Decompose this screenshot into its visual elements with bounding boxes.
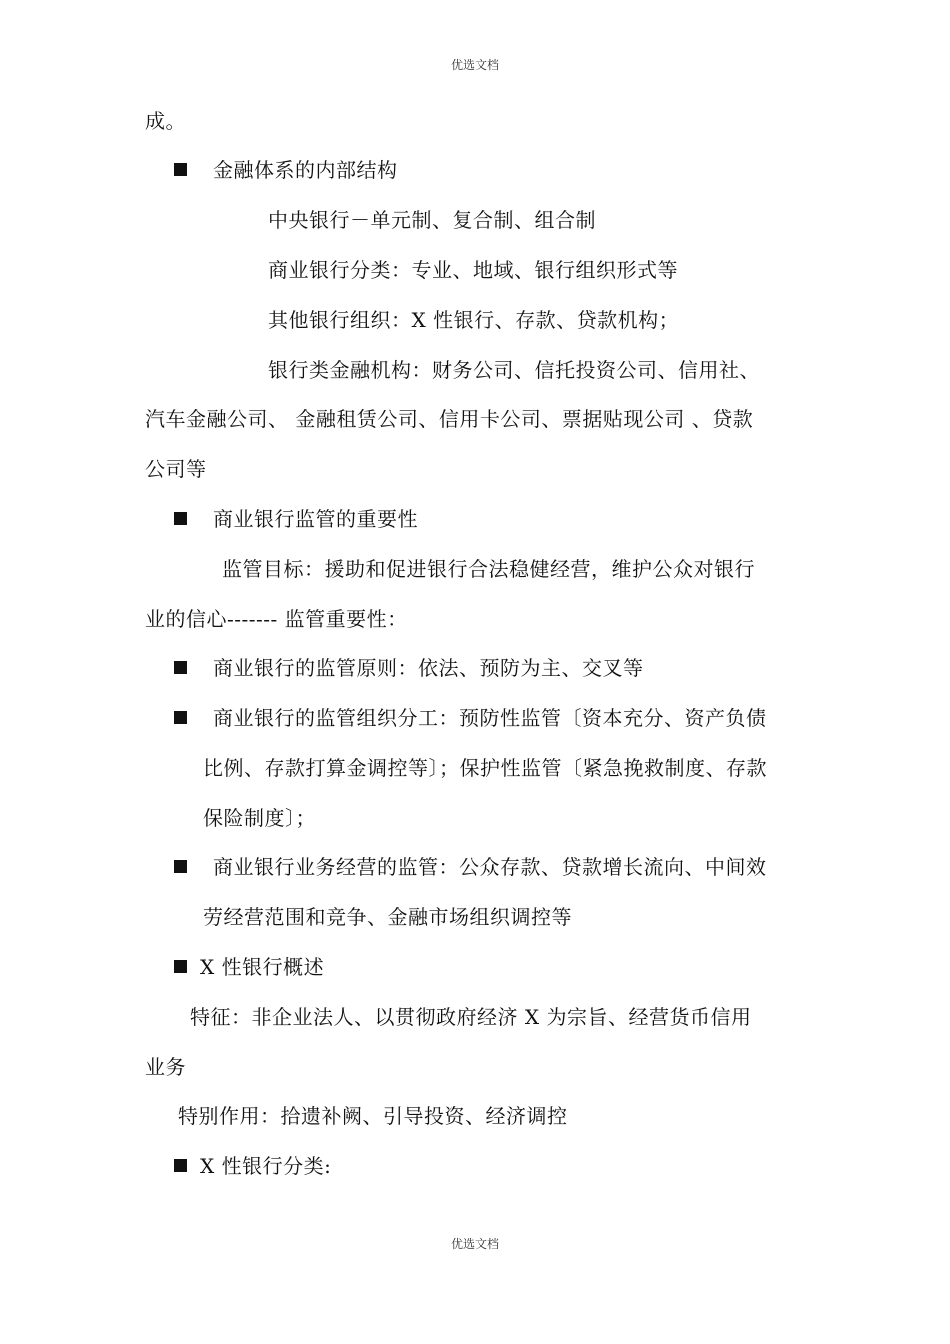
bullet-line xyxy=(174,157,398,183)
line-text: 保险制度〕； xyxy=(203,806,316,830)
text-line xyxy=(222,556,755,582)
line-text: 其他银行组织：X 性银行、存款、贷款机构； xyxy=(268,308,680,332)
line-text: X 性银行概述 xyxy=(200,955,325,979)
line-text: 中央银行－单元制、复合制、组合制 xyxy=(268,208,596,232)
bullet-line xyxy=(174,705,767,731)
bullet-line xyxy=(174,1153,331,1179)
line-text: 商业银行的监管原则：依法、预防为主、交叉等 xyxy=(213,656,644,680)
line-text: 金融体系的内部结构 xyxy=(213,158,398,182)
line-text: 商业银行业务经营的监管：公众存款、贷款增长流向、中间效 xyxy=(213,855,767,879)
text-line xyxy=(145,456,207,482)
line-text: 业务 xyxy=(145,1055,186,1079)
line-text: 汽车金融公司、 金融租赁公司、信用卡公司、票据贴现公司 、贷款 xyxy=(145,407,754,431)
line-text: 商业银行分类：专业、地域、银行组织形式等 xyxy=(268,258,678,282)
line-text: 监管目标：援助和促进银行合法稳健经营，维护公众对银行 xyxy=(222,557,755,581)
line-text: X 性银行分类: xyxy=(200,1154,332,1178)
line-text: 劳经营范围和竞争、金融市场组织调控等 xyxy=(203,905,572,929)
bullet-line xyxy=(174,854,767,880)
line-text: 公司等 xyxy=(145,457,207,481)
line-text: 商业银行的监管组织分工：预防性监管〔资本充分、资产负债 xyxy=(213,706,767,730)
text-line xyxy=(268,257,678,283)
line-text: 业的信心------- 监管重要性： xyxy=(145,607,408,631)
text-line xyxy=(268,307,679,333)
text-line xyxy=(190,1004,751,1030)
text-line xyxy=(203,904,572,930)
text-line xyxy=(203,805,316,831)
bullet-line xyxy=(174,655,644,681)
square-bullet-icon xyxy=(174,711,187,724)
square-bullet-icon xyxy=(174,960,187,973)
text-line xyxy=(268,207,596,233)
text-line xyxy=(145,406,753,432)
square-bullet-icon xyxy=(174,860,187,873)
square-bullet-icon xyxy=(174,512,187,525)
line-text: 特别作用：拾遗补阙、引导投资、经济调控 xyxy=(178,1104,568,1128)
line-text: 商业银行监管的重要性 xyxy=(213,507,418,531)
square-bullet-icon xyxy=(174,661,187,674)
line-text: 特征：非企业法人、以贯彻政府经济 X 为宗旨、经营货币信用 xyxy=(190,1005,752,1029)
bullet-line xyxy=(174,506,418,532)
text-line xyxy=(268,357,760,383)
page-footer: 优选文档 xyxy=(450,1237,499,1251)
line-text: 比例、存款打算金调控等〕；保护性监管〔紧急挽救制度、存款 xyxy=(203,756,767,780)
square-bullet-icon xyxy=(174,1159,187,1172)
text-line xyxy=(145,1054,186,1080)
text-line xyxy=(203,755,767,781)
page-header: 优选文档 xyxy=(450,58,499,72)
bullet-line xyxy=(174,954,324,980)
square-bullet-icon xyxy=(174,163,187,176)
text-line xyxy=(145,606,408,632)
line-text: 银行类金融机构：财务公司、信托投资公司、信用社、 xyxy=(268,358,760,382)
text-line xyxy=(145,108,186,134)
text-line xyxy=(178,1103,568,1129)
line-text: 成。 xyxy=(145,109,186,133)
